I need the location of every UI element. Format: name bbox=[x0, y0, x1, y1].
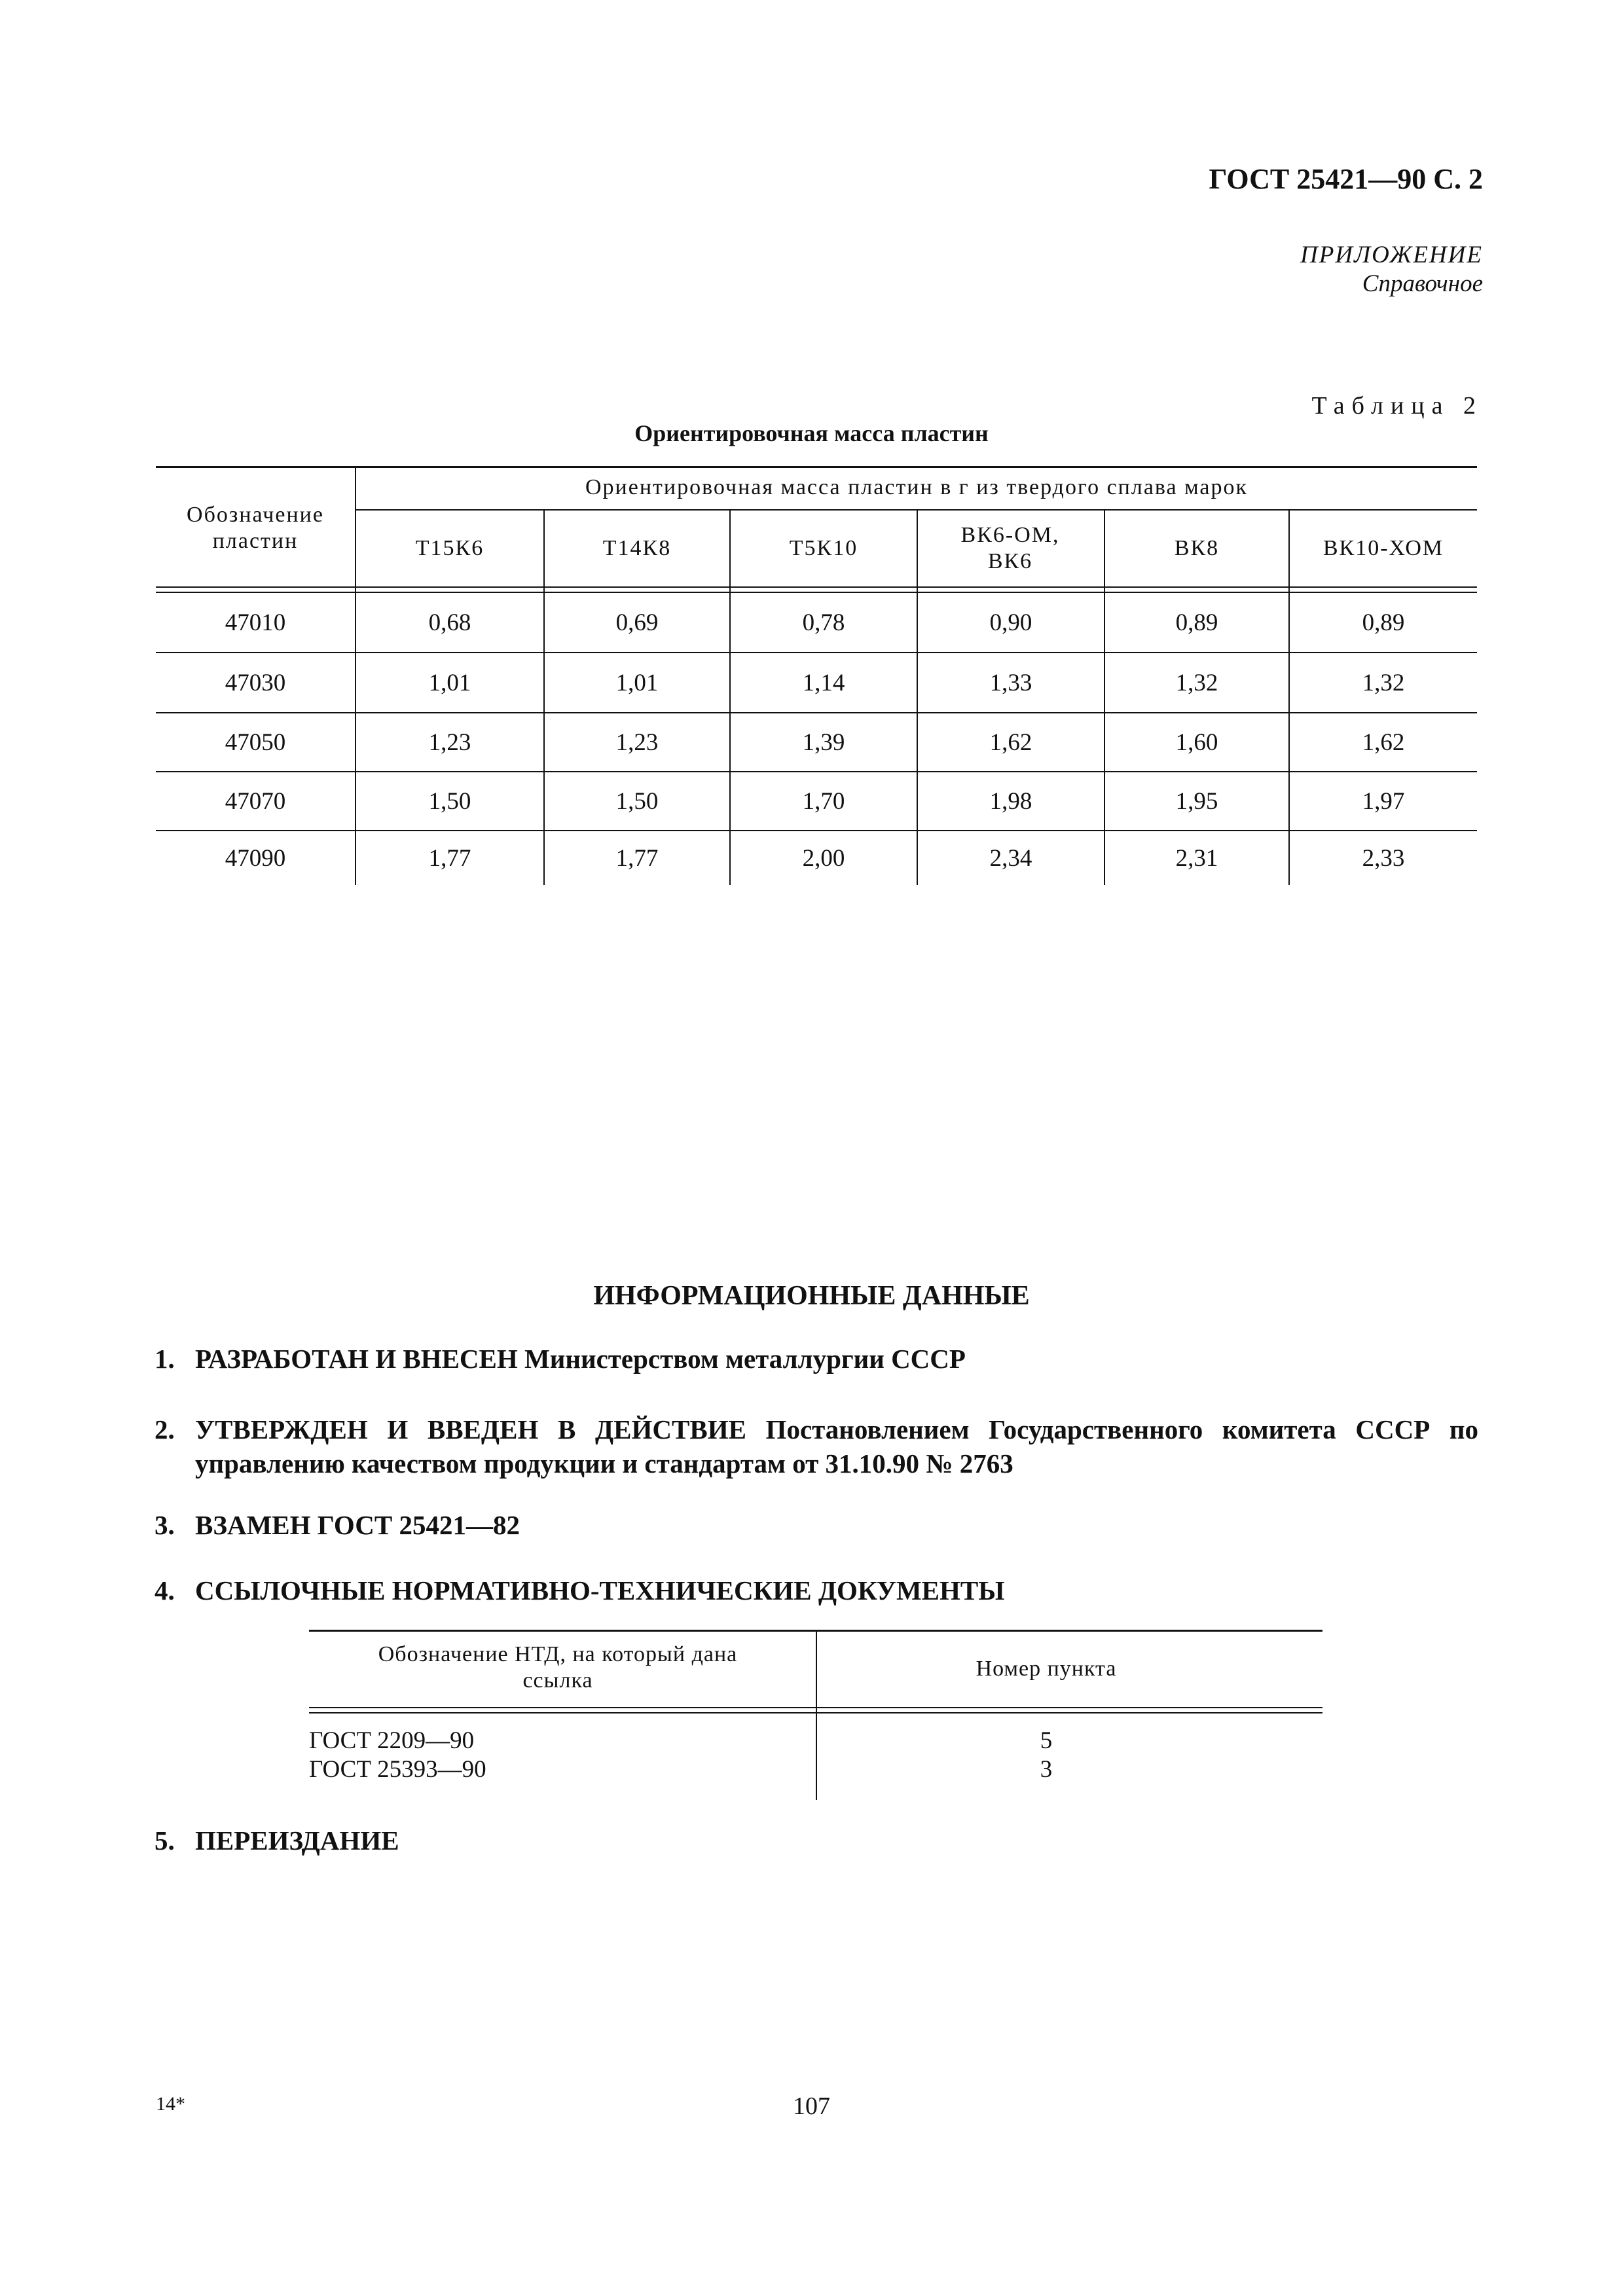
info-item bbox=[155, 1412, 1478, 1480]
appendix-title: ПРИЛОЖЕНИЕ bbox=[1300, 242, 1483, 268]
table-cell: 1,97 bbox=[1362, 787, 1405, 815]
table-row-id: 47070 bbox=[225, 787, 286, 815]
footer-mark: 14* bbox=[156, 2093, 185, 2115]
column-header: ВК6-ОМ, ВК6 bbox=[960, 523, 1060, 573]
page-number: 107 bbox=[793, 2092, 830, 2120]
ref-doc: ГОСТ 2209—90 bbox=[309, 1727, 475, 1754]
column-header: Т5К10 bbox=[789, 536, 858, 560]
table-cell: 0,78 bbox=[802, 609, 845, 636]
table-cell: 1,33 bbox=[989, 669, 1032, 696]
table-row-id: 47090 bbox=[225, 844, 286, 872]
table-cell: 1,32 bbox=[1362, 669, 1405, 696]
table-cell: 1,23 bbox=[615, 728, 659, 756]
ref-header-document: Обозначение НТД, на который дана ссылка bbox=[378, 1642, 738, 1693]
info-item bbox=[155, 1508, 1478, 1542]
info-title: ИНФОРМАЦИОННЫЕ ДАННЫЕ bbox=[593, 1281, 1030, 1311]
ref-clause: 3 bbox=[1040, 1756, 1053, 1783]
info-item bbox=[155, 1342, 1478, 1376]
table-row-id: 47030 bbox=[225, 669, 286, 696]
table-cell: 1,60 bbox=[1175, 728, 1218, 756]
table-cell: 1,95 bbox=[1175, 787, 1218, 815]
table-cell: 0,69 bbox=[615, 609, 659, 636]
table-cell: 1,32 bbox=[1175, 669, 1218, 696]
table-cell: 2,31 bbox=[1175, 844, 1218, 872]
table-cell: 1,50 bbox=[615, 787, 659, 815]
table-cell: 1,39 bbox=[802, 728, 845, 756]
table-cell: 1,01 bbox=[615, 669, 659, 696]
table-cell: 0,89 bbox=[1175, 609, 1218, 636]
table-cell: 1,14 bbox=[802, 669, 845, 696]
header-plate-designation: Обозначение пластин bbox=[187, 503, 324, 553]
table-cell: 1,01 bbox=[428, 669, 471, 696]
appendix-label bbox=[1300, 241, 1483, 298]
ref-doc: ГОСТ 25393—90 bbox=[309, 1756, 486, 1783]
info-item-text: ВЗАМЕН ГОСТ 25421—82 bbox=[195, 1510, 520, 1540]
column-header: ВК8 bbox=[1174, 536, 1220, 560]
info-item-text: ССЫЛОЧНЫЕ НОРМАТИВНО-ТЕХНИЧЕСКИЕ ДОКУМЕНТЫ bbox=[195, 1575, 1005, 1605]
table-cell: 1,62 bbox=[989, 728, 1032, 756]
column-header: Т15К6 bbox=[415, 536, 484, 560]
info-item-number: 1. bbox=[155, 1344, 175, 1374]
table-cell: 0,89 bbox=[1362, 609, 1405, 636]
page-header-code: ГОСТ 25421—90 С. 2 bbox=[1209, 163, 1483, 195]
info-item-number: 2. bbox=[155, 1414, 175, 1444]
info-item-text: УТВЕРЖДЕН И ВВЕДЕН В ДЕЙСТВИЕ Постановлением Государственного комитета СССР по управлению качеством продукции и стандартам от 31.10.90 № 2763 bbox=[195, 1414, 1478, 1479]
table-cell: 2,00 bbox=[802, 844, 845, 872]
table-cell: 2,34 bbox=[989, 844, 1032, 872]
table-number: Таблица 2 bbox=[1311, 392, 1483, 420]
info-item-text: ПЕРЕИЗДАНИЕ bbox=[195, 1825, 399, 1856]
table-cell: 1,23 bbox=[428, 728, 471, 756]
table-caption: Ориентировочная масса пластин bbox=[634, 420, 989, 446]
table-cell: 1,70 bbox=[802, 787, 845, 815]
table-cell: 1,98 bbox=[989, 787, 1032, 815]
table-cell: 2,33 bbox=[1362, 844, 1405, 872]
header-mass-group: Ориентировочная масса пластин в г из твердого сплава марок bbox=[585, 475, 1249, 499]
info-item bbox=[155, 1823, 1478, 1857]
table-cell: 1,62 bbox=[1362, 728, 1405, 756]
appendix-subtitle: Справочное bbox=[1362, 270, 1483, 297]
column-header: Т14К8 bbox=[602, 536, 672, 560]
table-cell: 1,77 bbox=[615, 844, 659, 872]
table-cell: 1,77 bbox=[428, 844, 471, 872]
info-item-text: РАЗРАБОТАН И ВНЕСЕН Министерством металлургии СССР bbox=[195, 1344, 966, 1374]
info-item-number: 5. bbox=[155, 1825, 175, 1856]
ref-header-clause: Номер пункта bbox=[976, 1657, 1117, 1681]
table-cell: 1,50 bbox=[428, 787, 471, 815]
info-item-number: 4. bbox=[155, 1575, 175, 1605]
reference-table bbox=[309, 1630, 1322, 1800]
column-header: ВК10-ХОМ bbox=[1322, 536, 1444, 560]
mass-table bbox=[156, 466, 1477, 885]
table-row-id: 47050 bbox=[225, 728, 286, 756]
table-cell: 0,90 bbox=[989, 609, 1032, 636]
info-item bbox=[155, 1573, 1478, 1607]
table-cell: 0,68 bbox=[428, 609, 471, 636]
info-item-number: 3. bbox=[155, 1510, 175, 1540]
table-row-id: 47010 bbox=[225, 609, 286, 636]
ref-clause: 5 bbox=[1040, 1727, 1053, 1754]
